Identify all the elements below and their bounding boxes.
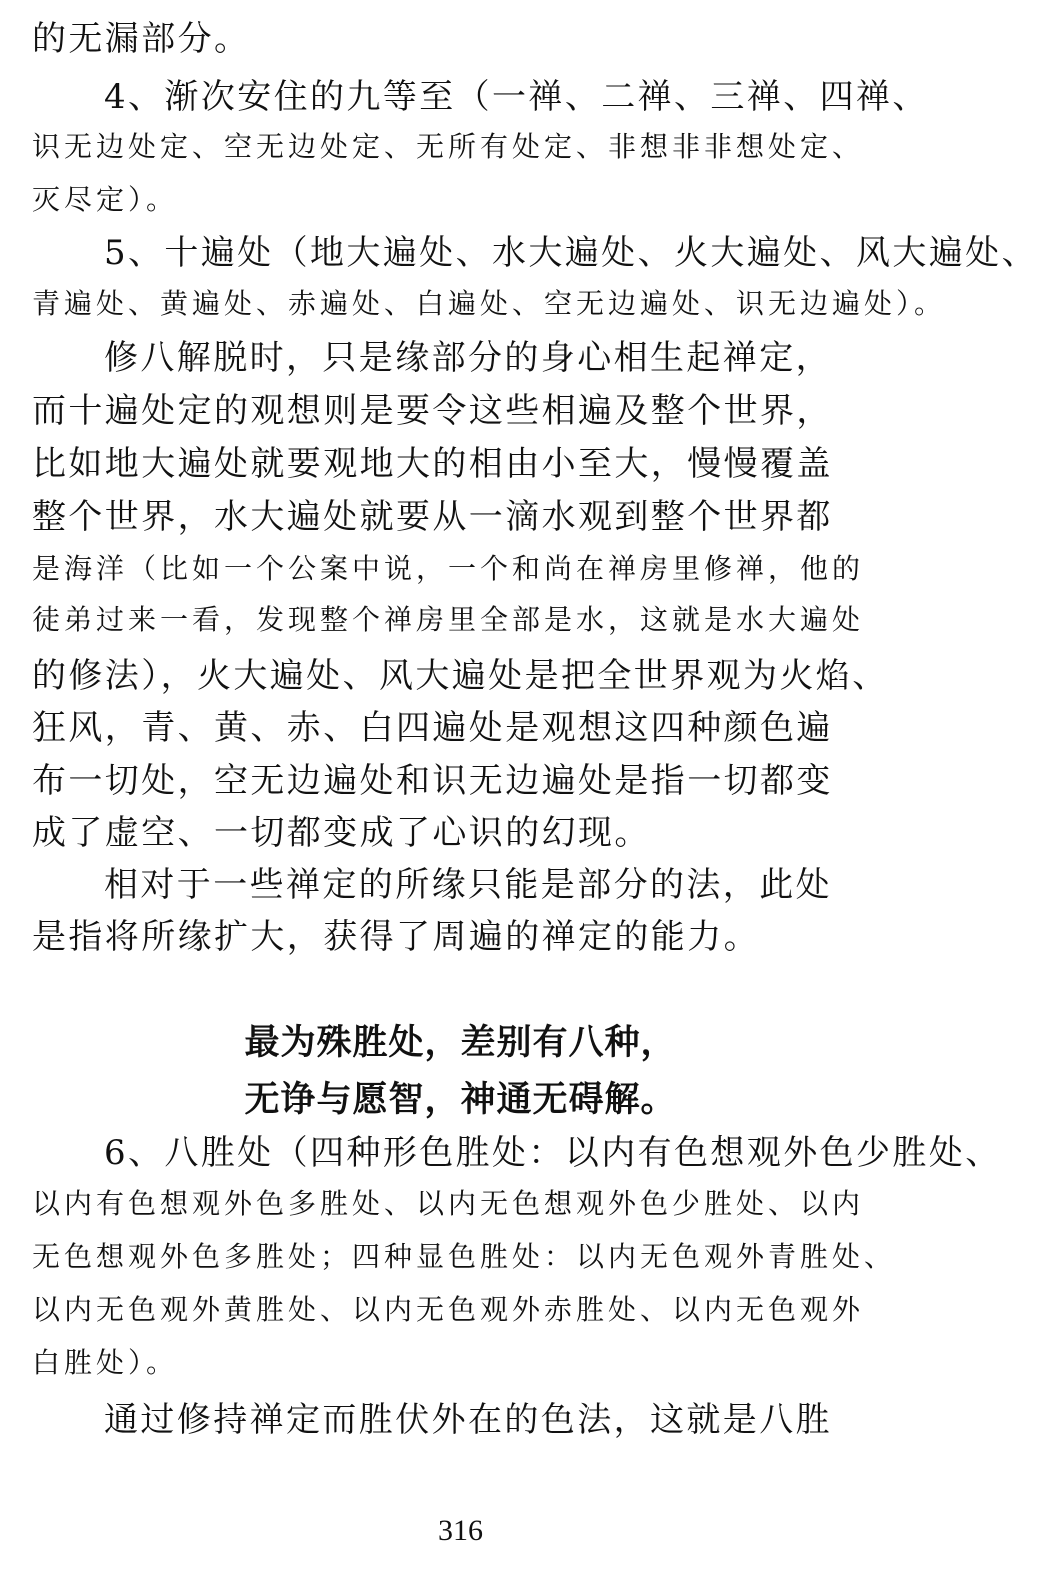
text-line: 白胜处）。 bbox=[32, 1346, 179, 1379]
text-line: 通过修持禅定而胜伏外在的色法，这就是八胜 bbox=[104, 1400, 832, 1440]
text-line: 布一切处，空无边遍处和识无边遍处是指一切都变 bbox=[32, 761, 833, 801]
verse-line: 无诤与愿智，神通无碍解。 bbox=[244, 1080, 677, 1120]
verse-line: 最为殊胜处，差别有八种， bbox=[244, 1023, 677, 1063]
text-line: 修八解脱时，只是缘部分的身心相生起禅定， bbox=[104, 338, 832, 378]
text-line: 6、八胜处（四种形色胜处：以内有色想观外色少胜处、 bbox=[104, 1133, 1002, 1173]
text-line: 整个世界，水大遍处就要从一滴水观到整个世界都 bbox=[32, 497, 833, 537]
text-line: 成了虚空、一切都变成了心识的幻现。 bbox=[32, 813, 651, 853]
text-line: 灭尽定）。 bbox=[32, 183, 179, 216]
text-line: 狂风，青、黄、赤、白四遍处是观想这四种颜色遍 bbox=[32, 708, 833, 748]
text-line: 的无漏部分。 bbox=[32, 19, 251, 59]
page-number: 316 bbox=[438, 1514, 483, 1547]
text-line: 相对于一些禅定的所缘只能是部分的法，此处 bbox=[104, 865, 832, 905]
text-line: 5、十遍处（地大遍处、水大遍处、火大遍处、风大遍处、 bbox=[104, 233, 1038, 273]
text-line: 徒弟过来一看，发现整个禅房里全部是水，这就是水大遍处 bbox=[32, 603, 865, 636]
text-line: 无色想观外色多胜处；四种显色胜处：以内无色观外青胜处、 bbox=[32, 1240, 897, 1273]
text-line: 以内无色观外黄胜处、以内无色观外赤胜处、以内无色观外 bbox=[32, 1293, 865, 1326]
text-line: 青遍处、黄遍处、赤遍处、白遍处、空无边遍处、识无边遍处）。 bbox=[32, 287, 947, 320]
text-line: 是海洋（比如一个公案中说，一个和尚在禅房里修禅，他的 bbox=[32, 552, 865, 585]
text-line: 而十遍处定的观想则是要令这些相遍及整个世界， bbox=[32, 391, 833, 431]
text-line: 比如地大遍处就要观地大的相由小至大，慢慢覆盖 bbox=[32, 444, 833, 484]
text-line: 4、渐次安住的九等至（一禅、二禅、三禅、四禅、 bbox=[104, 77, 929, 117]
text-line: 是指将所缘扩大，获得了周遍的禅定的能力。 bbox=[32, 917, 760, 957]
text-line: 的修法），火大遍处、风大遍处是把全世界观为火焰、 bbox=[32, 656, 889, 696]
text-line: 以内有色想观外色多胜处、以内无色想观外色少胜处、以内 bbox=[32, 1187, 865, 1220]
text-line: 识无边处定、空无边处定、无所有处定、非想非非想处定、 bbox=[32, 130, 865, 163]
